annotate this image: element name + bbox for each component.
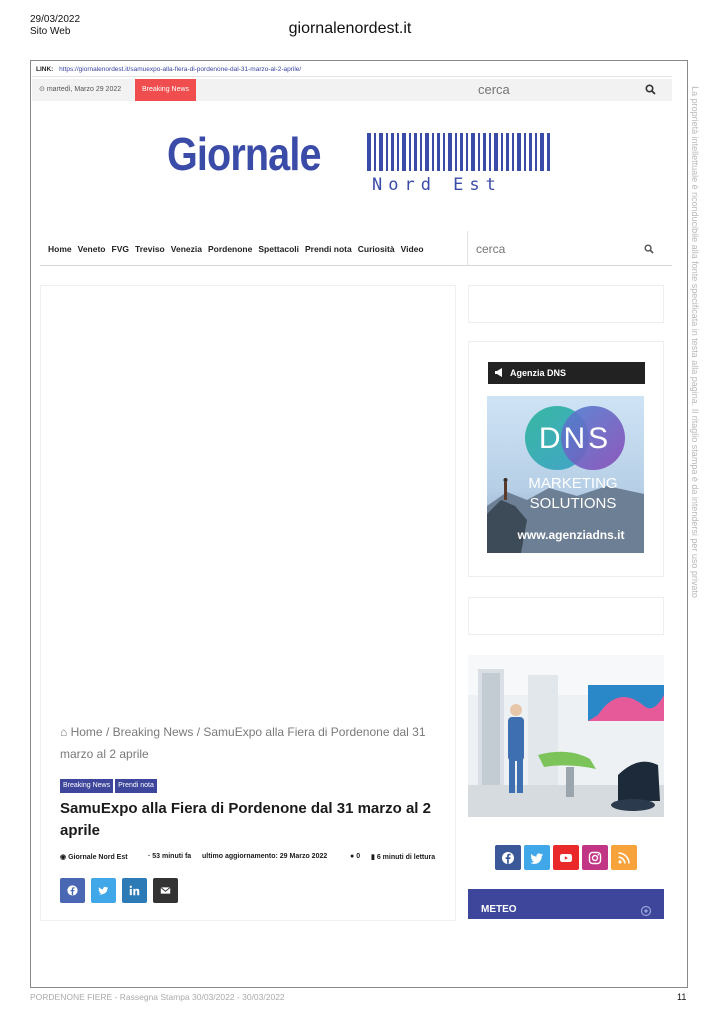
search-icon[interactable] bbox=[645, 84, 656, 95]
nav-item-curiosita[interactable]: Curiosità bbox=[357, 243, 395, 254]
nav-list bbox=[48, 231, 430, 266]
dns-widget-title-text: Agenzia DNS bbox=[510, 368, 567, 378]
user-icon: ◉ bbox=[60, 854, 67, 861]
search-icon[interactable] bbox=[644, 244, 654, 254]
breaking-news-badge[interactable]: Breaking News bbox=[135, 79, 196, 101]
bookmark-icon: ▮ bbox=[371, 854, 375, 861]
twitter-icon bbox=[530, 851, 544, 865]
link-label: LINK: bbox=[36, 66, 54, 73]
clipping-date: 29/03/2022 bbox=[30, 14, 81, 25]
instagram-button[interactable] bbox=[582, 845, 608, 870]
top-search-input[interactable] bbox=[472, 79, 632, 101]
youtube-icon bbox=[559, 851, 573, 865]
dns-tagline-2: SOLUTIONS bbox=[529, 495, 617, 512]
comment-icon: ● bbox=[350, 853, 355, 860]
dns-widget-title bbox=[488, 362, 645, 384]
rss-icon bbox=[617, 851, 631, 865]
breadcrumb-separator: / bbox=[105, 725, 110, 739]
share-buttons bbox=[60, 878, 184, 903]
nav-item-venezia[interactable]: Venezia bbox=[170, 243, 202, 254]
nav-item-treviso[interactable]: Treviso bbox=[134, 243, 165, 254]
tag-breaking-news[interactable]: Breaking News bbox=[60, 779, 113, 793]
dental-clinic-photo[interactable] bbox=[468, 655, 664, 817]
share-twitter-button[interactable] bbox=[91, 878, 116, 903]
site-logo[interactable] bbox=[167, 125, 557, 197]
envelope-icon bbox=[160, 885, 171, 896]
dns-url: www.agenziadns.it bbox=[517, 528, 625, 542]
tag-prendi-nota[interactable]: Prendi nota bbox=[115, 779, 157, 793]
top-search bbox=[472, 79, 662, 101]
megaphone-icon bbox=[494, 368, 504, 377]
dns-ad-banner[interactable] bbox=[487, 396, 644, 553]
nav-item-prendi-nota[interactable]: Prendi nota bbox=[304, 243, 352, 254]
breadcrumb-separator: / bbox=[196, 725, 201, 739]
facebook-icon bbox=[67, 885, 78, 896]
instagram-icon bbox=[588, 851, 602, 865]
barcode-graphic bbox=[367, 133, 552, 171]
nav-item-home[interactable]: Home bbox=[48, 243, 72, 254]
main-nav bbox=[40, 231, 672, 266]
sidebar-widget-empty-top bbox=[468, 285, 664, 323]
link-bar bbox=[32, 63, 672, 77]
twitter-button[interactable] bbox=[524, 845, 550, 870]
meteo-widget[interactable] bbox=[468, 889, 664, 919]
breadcrumb-current: SamuExpo alla Fiera di Pordenone dal 31 marzo al 2 aprile bbox=[60, 725, 426, 761]
youtube-button[interactable] bbox=[553, 845, 579, 870]
comments-count-text: 0 bbox=[356, 853, 361, 860]
nav-item-spettacoli[interactable]: Spettacoli bbox=[258, 243, 299, 254]
nav-item-pordenone[interactable]: Pordenone bbox=[207, 243, 253, 254]
home-icon: ⌂ bbox=[60, 725, 71, 739]
article-title: SamuExpo alla Fiera di Pordenone dal 31 marzo al 2 aprile bbox=[60, 800, 431, 839]
rss-button[interactable] bbox=[611, 845, 637, 870]
breadcrumb-category[interactable]: Breaking News bbox=[112, 725, 194, 739]
facebook-button[interactable] bbox=[495, 845, 521, 870]
dns-ad-widget bbox=[468, 341, 664, 577]
social-links bbox=[495, 845, 640, 870]
footer-press-review: PORDENONE FIERE - Rassegna Stampa 30/03/2022 - 30/03/2022 bbox=[30, 992, 285, 1002]
dns-tagline-1: MARKETING bbox=[528, 475, 618, 492]
clipping-site-name: giornalenordest.it bbox=[288, 20, 412, 37]
meteo-title: METEO bbox=[481, 904, 517, 915]
last-updated: ultimo aggiornamento: 29 Marzo 2022 bbox=[202, 853, 328, 860]
share-email-button[interactable] bbox=[153, 878, 178, 903]
top-bar bbox=[32, 79, 672, 101]
comments-count[interactable] bbox=[350, 853, 360, 860]
sidebar-widget-empty-mid bbox=[468, 597, 664, 635]
dns-logo-text: DNS bbox=[538, 422, 612, 455]
logo-word: Giornale bbox=[167, 128, 321, 180]
footer-page-number: 11 bbox=[677, 992, 687, 1002]
facebook-icon bbox=[501, 851, 515, 865]
clipping-source-type: Sito Web bbox=[30, 26, 71, 37]
nav-search-input[interactable] bbox=[468, 231, 628, 266]
share-linkedin-button[interactable] bbox=[122, 878, 147, 903]
twitter-icon bbox=[98, 885, 109, 896]
nav-search bbox=[467, 231, 664, 266]
current-date bbox=[39, 79, 121, 101]
nav-item-fvg[interactable]: FVG bbox=[111, 243, 129, 254]
linkedin-icon bbox=[129, 885, 140, 896]
breadcrumb-home[interactable]: Home bbox=[70, 725, 103, 739]
reading-time-text: 6 minuti di lettura bbox=[376, 854, 436, 861]
nav-item-video[interactable]: Video bbox=[400, 243, 424, 254]
reading-time bbox=[371, 853, 435, 861]
author[interactable] bbox=[60, 853, 128, 861]
article-tags bbox=[60, 779, 159, 793]
location-icon bbox=[640, 905, 652, 917]
time-ago-text: 53 minuti fa bbox=[152, 853, 192, 860]
clock-icon: ⊙ bbox=[39, 86, 47, 93]
logo-subtitle: Nord Est bbox=[372, 175, 502, 195]
author-name: Giornale Nord Est bbox=[68, 854, 128, 861]
current-date-text: martedì, Marzo 29 2022 bbox=[46, 86, 122, 93]
time-ago: · 53 minuti fa bbox=[148, 853, 192, 860]
breadcrumb bbox=[60, 721, 440, 765]
nav-item-veneto[interactable]: Veneto bbox=[77, 243, 106, 254]
copyright-note-text: La proprietà intellettuale è riconducibile alla fonte specificata in testa alla pagina. Il ritaglio stampa è da intendersi per uso privato bbox=[690, 86, 700, 598]
copyright-note bbox=[688, 62, 702, 622]
article-url-link[interactable]: https://giornalenordest.it/samuexpo-alla-fiera-di-pordenone-dal-31-marzo-al-2-aprile/ bbox=[59, 66, 302, 73]
share-facebook-button[interactable] bbox=[60, 878, 85, 903]
